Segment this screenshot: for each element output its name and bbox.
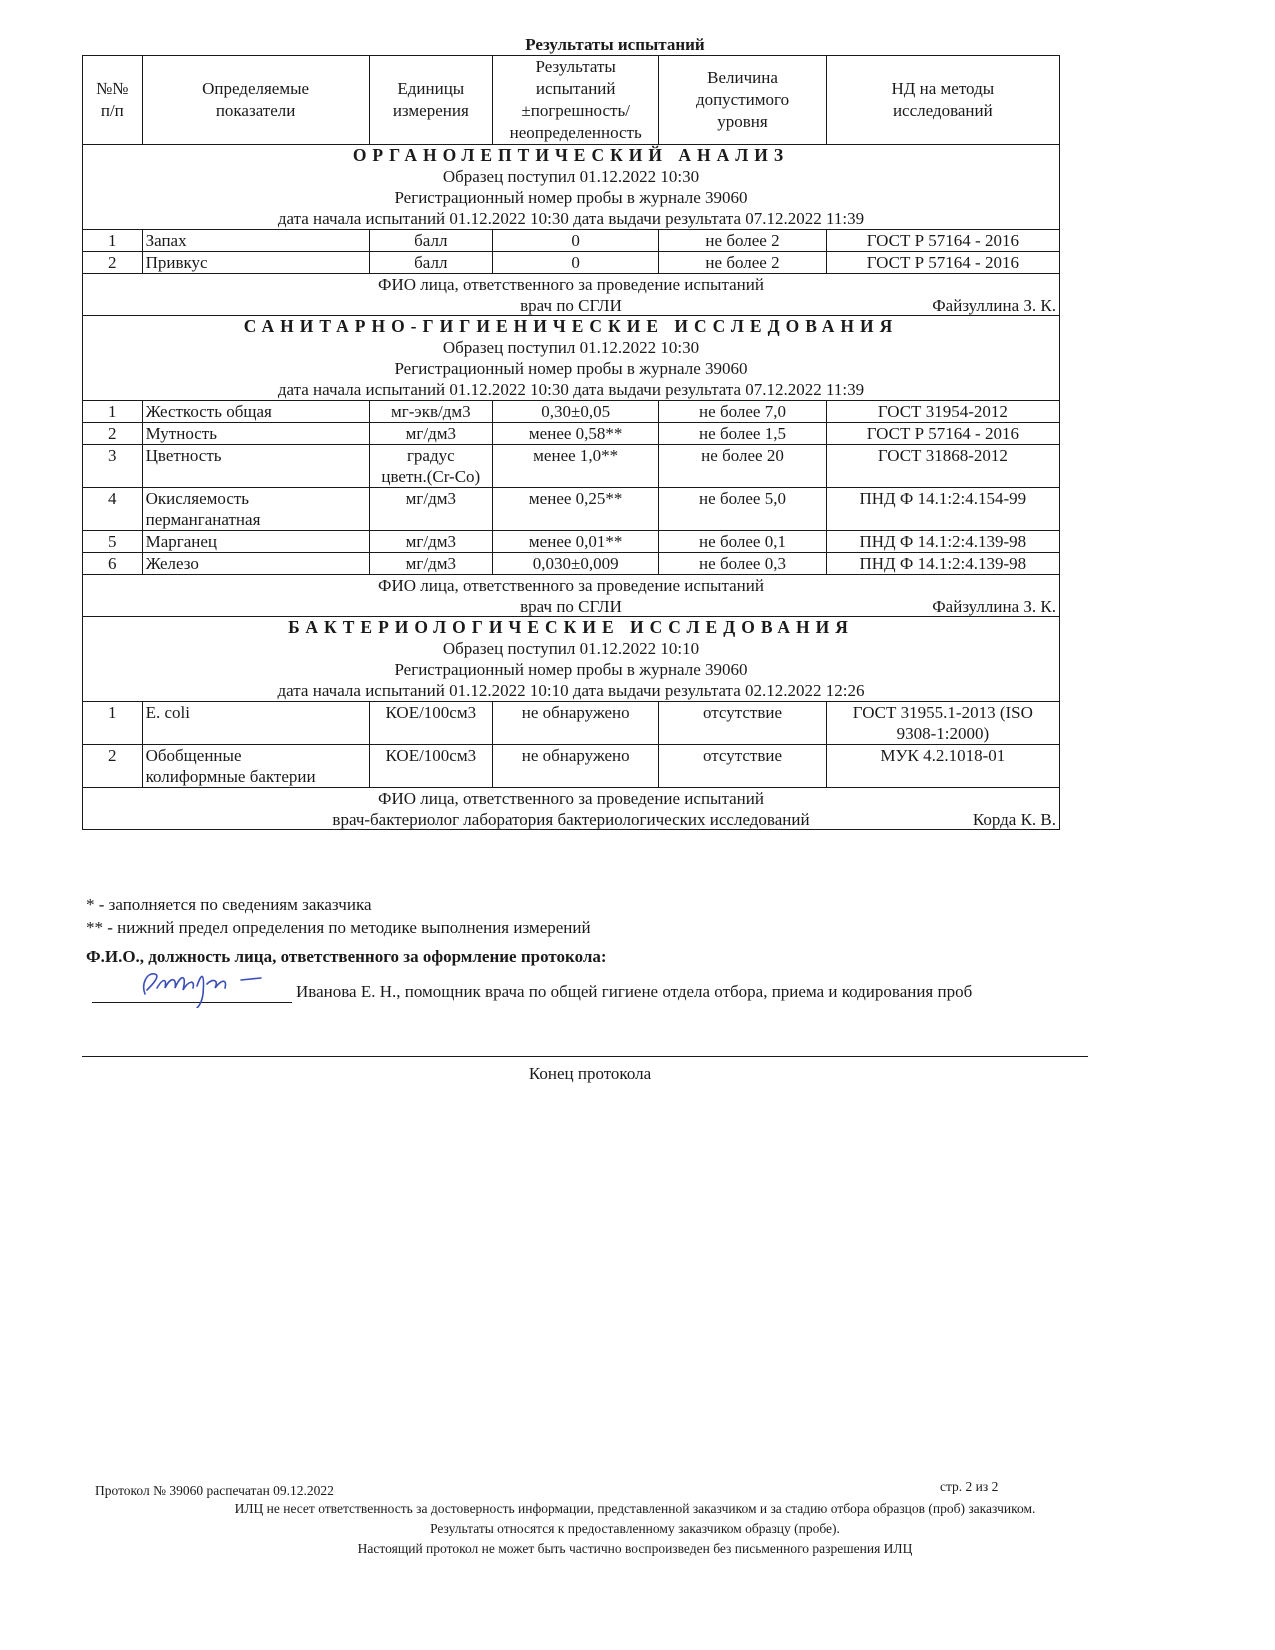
footer-disclaimer-2: Результаты относятся к предоставленному заказчиком образцу (пробе). — [430, 1521, 840, 1536]
page-title: Результаты испытаний — [525, 35, 705, 54]
cell-indicator: Окисляемость перманганатная — [142, 488, 369, 531]
responsible-line — [86, 809, 1056, 829]
sample-received-text: Образец поступил 01.12.2022 10:30 — [442, 167, 700, 186]
cell-number: 5 — [83, 531, 143, 553]
cell-result: 0,30±0,05 — [493, 401, 659, 423]
cell-result: 0,030±0,009 — [493, 553, 659, 575]
cell-method: ПНД Ф 14.1:2:4.139-98 — [826, 553, 1059, 575]
cell-number: 4 — [83, 488, 143, 531]
cell-limit: отсутствие — [659, 702, 826, 745]
registration-number-text: Регистрационный номер пробы в журнале 39060 — [394, 660, 748, 679]
signature-title: Ф.И.О., должность лица, ответственного за оформление протокола: — [86, 947, 607, 966]
cell-result: менее 0,01** — [493, 531, 659, 553]
cell-indicator: Марганец — [142, 531, 369, 553]
cell-limit: не более 20 — [659, 445, 826, 488]
responsible-cell — [83, 575, 1060, 617]
cell-limit: не более 5,0 — [659, 488, 826, 531]
cell-result: 0 — [493, 230, 659, 252]
cell-unit: мг/дм3 — [369, 553, 492, 575]
table-header-row — [83, 56, 1060, 145]
section-title: САНИТАРНО-ГИГИЕНИЧЕСКИЕ ИССЛЕДОВАНИЯ — [243, 316, 899, 336]
cell-method: ГОСТ 31954-2012 — [826, 401, 1059, 423]
responsible-name: Корда К. В. — [972, 810, 1056, 829]
cell-result: менее 0,58** — [493, 423, 659, 445]
cell-unit: балл — [369, 230, 492, 252]
cell-number: 3 — [83, 445, 143, 488]
responsible-label: ФИО лица, ответственного за проведение испытаний — [378, 789, 764, 808]
section-header — [83, 316, 1060, 401]
cell-indicator: Цветность — [142, 445, 369, 488]
footnotes — [86, 893, 591, 939]
responsible-name: Файзуллина З. К. — [932, 296, 1056, 315]
sample-received-text: Образец поступил 01.12.2022 10:10 — [442, 639, 700, 658]
results-table — [82, 55, 1060, 830]
cell-limit: не более 7,0 — [659, 401, 826, 423]
cell-method: ГОСТ 31868-2012 — [826, 445, 1059, 488]
cell-unit: мг/дм3 — [369, 488, 492, 531]
responsible-person-text: Иванова Е. Н., помощник врача по общей гигиене отдела отбора, приема и кодирования проб — [296, 982, 973, 1001]
section-header-row — [83, 617, 1060, 702]
footer-page-number: стр. 2 из 2 — [940, 1479, 999, 1494]
section-title: БАКТЕРИОЛОГИЧЕСКИЕ ИССЛЕДОВАНИЯ — [288, 617, 854, 637]
table-row — [83, 531, 1060, 553]
cell-limit: не более 1,5 — [659, 423, 826, 445]
table-row — [83, 553, 1060, 575]
responsible-role: врач по СГЛИ — [520, 296, 622, 315]
col-header-number: №№ п/п — [83, 56, 143, 145]
responsible-role: врач по СГЛИ — [520, 597, 622, 616]
cell-unit: мг/дм3 — [369, 423, 492, 445]
cell-indicator: Запах — [142, 230, 369, 252]
responsible-label: ФИО лица, ответственного за проведение испытаний — [378, 576, 764, 595]
cell-number: 1 — [83, 702, 143, 745]
responsible-line — [86, 295, 1056, 315]
cell-result: не обнаружено — [493, 745, 659, 788]
cell-method: МУК 4.2.1018-01 — [826, 745, 1059, 788]
cell-unit: градус цветн.(Cr-Co) — [369, 445, 492, 488]
table-row — [83, 252, 1060, 274]
responsible-cell — [83, 788, 1060, 830]
end-of-protocol: Конец протокола — [528, 1064, 652, 1083]
table-row — [83, 401, 1060, 423]
end-divider — [82, 1056, 1088, 1057]
cell-result: менее 1,0** — [493, 445, 659, 488]
cell-indicator: E. coli — [142, 702, 369, 745]
cell-method: ПНД Ф 14.1:2:4.139-98 — [826, 531, 1059, 553]
cell-indicator: Железо — [142, 553, 369, 575]
cell-limit: не более 0,1 — [659, 531, 826, 553]
col-header-indicator: Определяемые показатели — [142, 56, 369, 145]
cell-method: ГОСТ Р 57164 - 2016 — [826, 252, 1059, 274]
cell-indicator: Жесткость общая — [142, 401, 369, 423]
table-row — [83, 488, 1060, 531]
col-header-limit: Величина допустимого уровня — [659, 56, 826, 145]
cell-number: 2 — [83, 252, 143, 274]
col-header-result: Результаты испытаний ±погрешность/ неопределенность — [493, 56, 659, 145]
responsible-name: Файзуллина З. К. — [932, 597, 1056, 616]
cell-number: 2 — [83, 745, 143, 788]
footnote-detection-limit: ** - нижний предел определения по методике выполнения измерений — [86, 918, 591, 937]
cell-indicator: Обобщенные колиформные бактерии — [142, 745, 369, 788]
table-body — [83, 145, 1060, 830]
cell-unit: КОЕ/100см3 — [369, 745, 492, 788]
section-header-row — [83, 316, 1060, 401]
footer-disclaimer-1: ИЛЦ не несет ответственность за достоверность информации, представленной заказчиком и за стадию отбора образцов (проб) заказчиком. — [234, 1501, 1036, 1516]
col-header-unit: Единицы измерения — [369, 56, 492, 145]
cell-unit: балл — [369, 252, 492, 274]
cell-method: ПНД Ф 14.1:2:4.154-99 — [826, 488, 1059, 531]
cell-number: 1 — [83, 230, 143, 252]
table-row — [83, 702, 1060, 745]
cell-number: 6 — [83, 553, 143, 575]
cell-limit: не более 2 — [659, 230, 826, 252]
cell-unit: мг-экв/дм3 — [369, 401, 492, 423]
table-row — [83, 230, 1060, 252]
signature-row — [92, 978, 1092, 1008]
cell-limit: не более 2 — [659, 252, 826, 274]
table-row — [83, 745, 1060, 788]
cell-number: 1 — [83, 401, 143, 423]
footer-disclaimer-3: Настоящий протокол не может быть частично воспроизведен без письменного разрешения ИЛЦ — [357, 1541, 913, 1556]
cell-limit: не более 0,3 — [659, 553, 826, 575]
registration-number-text: Регистрационный номер пробы в журнале 39060 — [394, 188, 748, 207]
test-dates-text: дата начала испытаний 01.12.2022 10:10 дата выдачи результата 02.12.2022 12:26 — [277, 681, 865, 700]
cell-limit: отсутствие — [659, 745, 826, 788]
cell-result: не обнаружено — [493, 702, 659, 745]
section-title: ОРГАНОЛЕПТИЧЕСКИЙ АНАЛИЗ — [352, 145, 790, 165]
footer-protocol-info: Протокол № 39060 распечатан 09.12.2022 — [95, 1483, 334, 1498]
responsible-row — [83, 274, 1060, 316]
cell-indicator: Мутность — [142, 423, 369, 445]
footnote-customer: * - заполняется по сведениям заказчика — [86, 895, 372, 914]
test-dates-text: дата начала испытаний 01.12.2022 10:30 дата выдачи результата 07.12.2022 11:39 — [277, 209, 865, 228]
responsible-role: врач-бактериолог лаборатория бактериологических исследований — [332, 810, 810, 829]
cell-unit: КОЕ/100см3 — [369, 702, 492, 745]
responsible-row — [83, 575, 1060, 617]
cell-method: ГОСТ Р 57164 - 2016 — [826, 230, 1059, 252]
cell-indicator: Привкус — [142, 252, 369, 274]
test-dates-text: дата начала испытаний 01.12.2022 10:30 дата выдачи результата 07.12.2022 11:39 — [277, 380, 865, 399]
section-header-row — [83, 145, 1060, 230]
cell-number: 2 — [83, 423, 143, 445]
section-header — [83, 145, 1060, 230]
section-header — [83, 617, 1060, 702]
responsible-cell — [83, 274, 1060, 316]
handwritten-signature — [137, 964, 267, 1008]
responsible-row — [83, 788, 1060, 830]
sample-received-text: Образец поступил 01.12.2022 10:30 — [442, 338, 700, 357]
table-row — [83, 423, 1060, 445]
cell-method: ГОСТ Р 57164 - 2016 — [826, 423, 1059, 445]
responsible-label: ФИО лица, ответственного за проведение испытаний — [378, 275, 764, 294]
cell-method: ГОСТ 31955.1-2013 (ISO 9308-1:2000) — [826, 702, 1059, 745]
cell-result: 0 — [493, 252, 659, 274]
cell-unit: мг/дм3 — [369, 531, 492, 553]
cell-result: менее 0,25** — [493, 488, 659, 531]
table-row — [83, 445, 1060, 488]
responsible-line — [86, 596, 1056, 616]
col-header-method: НД на методы исследований — [826, 56, 1059, 145]
registration-number-text: Регистрационный номер пробы в журнале 39060 — [394, 359, 748, 378]
